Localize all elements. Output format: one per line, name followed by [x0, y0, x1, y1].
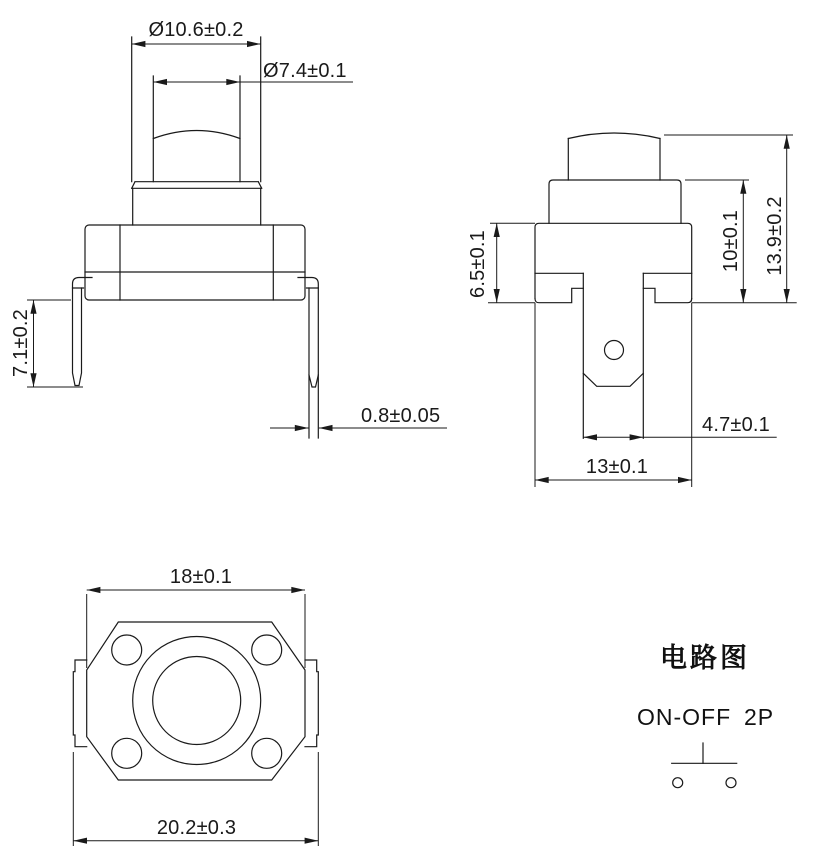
bottom-view-dimensions — [73, 566, 318, 846]
dim-total-height: 13.9±0.2 — [764, 196, 786, 276]
corner-hole — [112, 635, 142, 665]
bottom-view-outline — [73, 622, 318, 780]
poles-label: 2P — [744, 704, 775, 730]
button-outer-circle — [133, 637, 261, 765]
dim-body-depth: 13±0.1 — [585, 456, 649, 478]
circuit-title: 电路图 — [660, 643, 750, 673]
side-view-dimensions — [467, 135, 797, 487]
front-view-dimensions — [10, 19, 447, 428]
corner-hole — [252, 635, 282, 665]
front-view-outline — [73, 37, 319, 438]
lug-hole — [605, 341, 624, 360]
corner-hole — [112, 738, 142, 768]
dim-cap-diameter: Ø10.6±0.2 — [148, 19, 244, 41]
switch-type-label: ON-OFF — [637, 704, 732, 730]
pushbutton-symbol — [672, 743, 737, 788]
side-view-outline — [535, 133, 692, 438]
dim-pin-width: 0.8±0.05 — [361, 405, 441, 427]
dim-flange-width: 18±0.1 — [169, 566, 233, 588]
button-inner-circle — [153, 657, 241, 745]
terminal-left — [673, 778, 683, 788]
dim-overall-width: 20.2±0.3 — [156, 817, 237, 839]
terminal-right — [726, 778, 736, 788]
dim-base-height: 6.5±0.1 — [467, 230, 489, 298]
dim-lug-width: 4.7±0.1 — [702, 414, 770, 436]
dim-pin-length: 7.1±0.2 — [10, 309, 32, 377]
dim-plunger-diameter: Ø7.4±0.1 — [263, 60, 347, 82]
corner-hole — [252, 738, 282, 768]
circuit-diagram — [637, 643, 774, 788]
dim-upper-height: 10±0.1 — [720, 209, 742, 273]
